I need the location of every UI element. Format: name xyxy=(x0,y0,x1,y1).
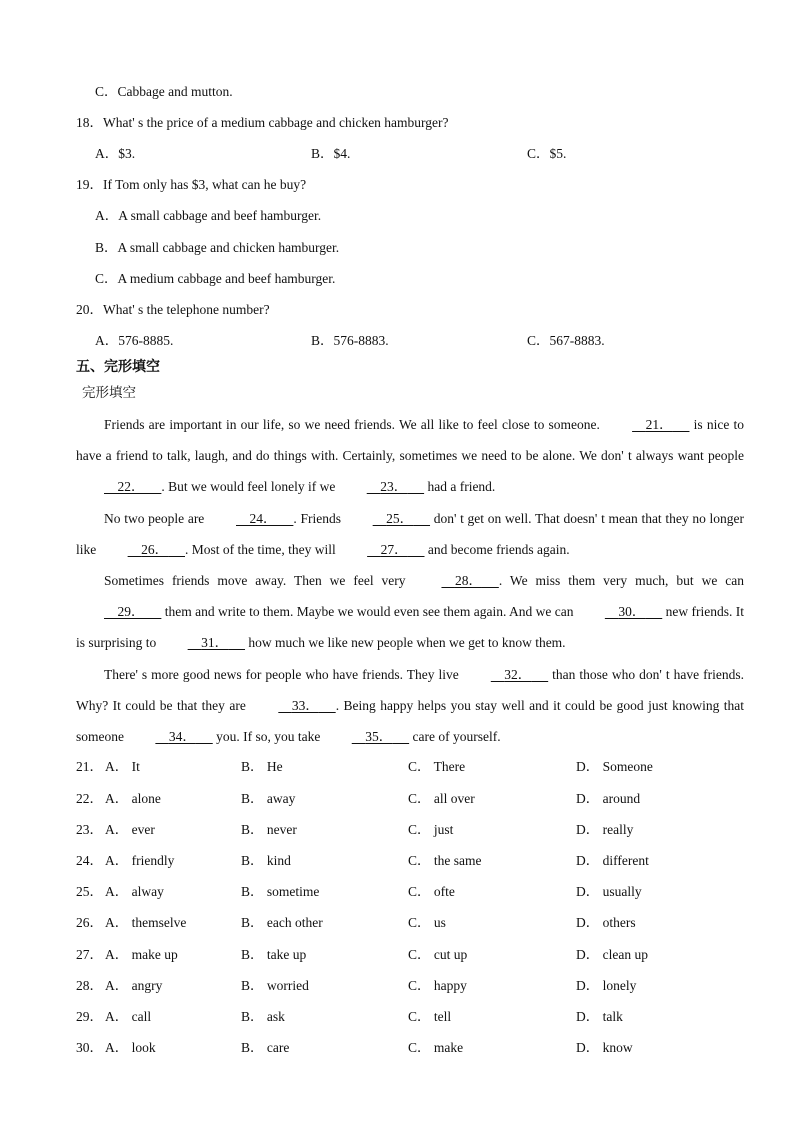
blank-24: 24． xyxy=(249,511,277,526)
cloze-paragraph-4: There' s more good news for people who have friends. They live 32． than those who don' t have friends. Why? It could be that they are 33． . Being happy helps you stay well and it could be good just knowing that someone 34． you. If so, you take 35． care of yourself. xyxy=(76,659,744,753)
option-row-28: 28． A． angry B． worried C． happy D． lonely xyxy=(76,978,637,993)
option-row-26: 26． A． themselve B． each other C． us D． others xyxy=(76,915,636,930)
blank-32: 32． xyxy=(504,667,532,682)
option-row-29: 29． A． call B． ask C． tell D． talk xyxy=(76,1009,623,1024)
q18-option-b: B．$4. xyxy=(311,146,351,161)
q17-option-c: C．Cabbage and mutton. xyxy=(95,84,233,99)
blank-29: 29． xyxy=(117,604,145,620)
blank-26: 26． xyxy=(141,542,169,558)
blank-35: 35． xyxy=(365,729,393,745)
option-row-30: 30． A． look B． care C． make D． know xyxy=(76,1040,633,1055)
q20-stem: 20．What' s the telephone number? xyxy=(76,302,270,317)
q19-option-c: C．A medium cabbage and beef hamburger. xyxy=(95,271,336,286)
blank-28: 28． xyxy=(454,573,482,588)
q19-stem: 19．If Tom only has $3, what can he buy? xyxy=(76,177,307,192)
option-row-22: 22． A． alone B． away C． all over D． around xyxy=(76,791,641,806)
q20-option-c: C．567-8883. xyxy=(527,333,605,348)
q18-option-a: A．$3. xyxy=(95,146,136,161)
option-row-23: 23． A． ever B． never C． just D． really xyxy=(76,822,634,837)
blank-27: 27． xyxy=(380,542,408,558)
blank-23: 23． xyxy=(380,479,408,495)
blank-34: 34． xyxy=(168,729,196,745)
q20-option-a: A．576-8885. xyxy=(95,333,174,348)
option-row-27: 27． A． make up B． take up C． cut up D． clean up xyxy=(76,947,648,962)
cloze-paragraph-2: No two people are 24． . Friends 25． don' t get on well. That doesn' t mean that they no longer like 26． . Most of the time, they will 27． and become friends again. xyxy=(76,503,744,565)
blank-31: 31． xyxy=(201,635,229,651)
option-row-21: 21． A． It B． He C． There D． Someone xyxy=(76,759,653,774)
cloze-paragraph-1: Friends are important in our life, so we need friends. We all like to feel close to someone. 21． is nice to have a friend to talk, laugh, and do things with. Certainly, sometimes we need to be alone. We don' t always want people 22． . But we would feel lonely if we 23． had a friend. xyxy=(76,409,744,503)
q18-stem: 18．What' s the price of a medium cabbage and chicken hamburger? xyxy=(76,115,449,130)
blank-21: 21． xyxy=(645,417,673,432)
blank-30: 30． xyxy=(618,604,646,620)
option-row-24: 24． A． friendly B． kind C． the same D． different xyxy=(76,853,649,868)
q19-option-a: A．A small cabbage and beef hamburger. xyxy=(95,208,322,223)
q20-option-b: B．576-8883. xyxy=(311,333,389,348)
q18-option-c: C．$5. xyxy=(527,146,567,161)
cloze-paragraph-3: Sometimes friends move away. Then we feel very 28． . We miss them very much, but we can 29． them and write to them. Maybe we would even see them again. And we can 30． new friends. It is surprising to 31． how much we like new people when we get to know them. xyxy=(76,565,744,659)
blank-22: 22． xyxy=(117,479,145,495)
blank-33: 33． xyxy=(291,698,319,714)
section-title: 五、完形填空 xyxy=(76,359,160,375)
q19-option-b: B．A small cabbage and chicken hamburger. xyxy=(95,240,340,255)
section-subtitle: 完形填空 xyxy=(82,385,136,401)
blank-25: 25． xyxy=(386,511,414,526)
option-row-25: 25． A． alway B． sometime C． ofte D． usually xyxy=(76,884,642,899)
